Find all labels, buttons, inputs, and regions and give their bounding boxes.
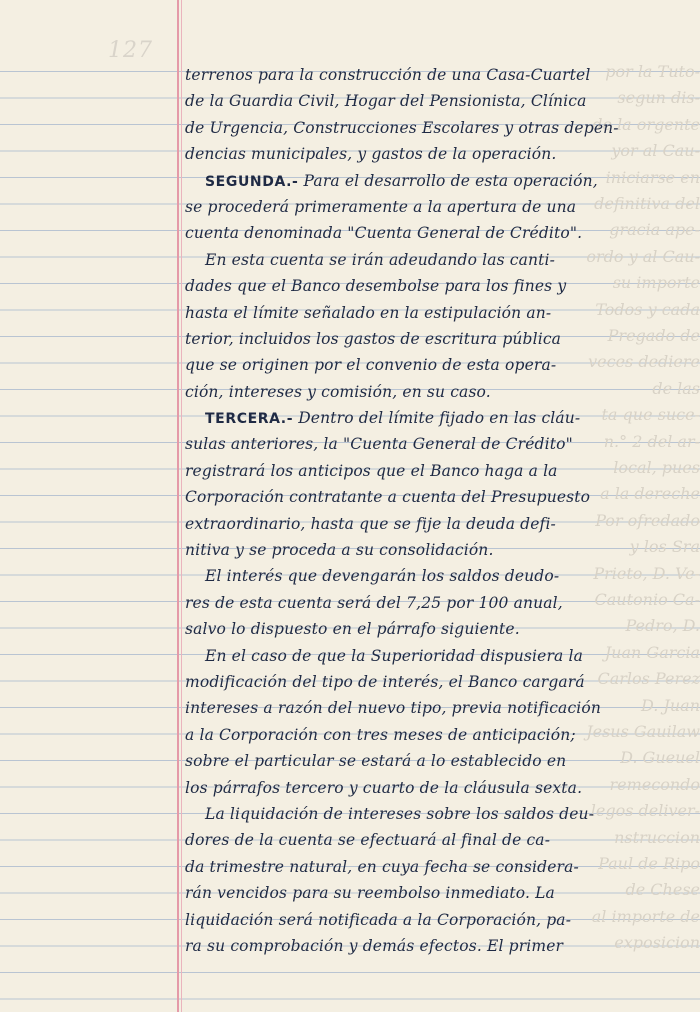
text-line: [185, 141, 693, 167]
text-line: [185, 616, 693, 642]
text-line: [185, 669, 693, 695]
line-text: sulas anteriores, la "Cuenta General de Crédito": [185, 435, 573, 454]
bleed-line: de las: [652, 378, 700, 398]
bleed-line: exposicion: [614, 933, 700, 953]
bleed-line: Paul de Ripo: [598, 854, 700, 873]
line-text: dencias municipales, y gastos de la operación.: [185, 145, 557, 164]
line-text: liquidación será notificada a la Corporación, pa-: [185, 910, 572, 929]
bleed-line: remecondo: [609, 774, 700, 794]
line-text: terrenos para la construcción de una Casa-Cuartel: [185, 66, 591, 84]
line-text: hasta el límite señalado en la estipulación an-: [185, 303, 552, 322]
bleed-line: ta que suce-: [601, 405, 700, 425]
bleed-line: D. Gueuel: [620, 748, 700, 768]
margin-rule-inner: [181, 0, 182, 1012]
bleed-line: Juan Garcia: [604, 642, 700, 662]
line-text: que se originen por el convenio de esta opera-: [185, 356, 557, 375]
line-text: cuenta denominada "Cuenta General de Crédito".: [185, 224, 583, 243]
text-line: [185, 775, 693, 801]
bleed-line: n.° 2 del ar-: [603, 431, 700, 451]
text-line: [185, 590, 693, 616]
line-text: terior, incluidos los gastos de escritura pública: [185, 329, 562, 348]
line-text: registrará los anticipos que el Banco haga a la: [185, 461, 558, 480]
text-line: [185, 88, 693, 114]
bleed-line: ordo y al Cau-: [586, 246, 700, 266]
text-line: [185, 854, 693, 880]
line-text: sobre el particular se estará a lo establecido en: [185, 752, 567, 771]
text-line: [185, 300, 693, 326]
text-line: [185, 563, 693, 589]
text-line: [185, 537, 693, 563]
text-line: [185, 880, 693, 906]
bleed-line: segun dis-: [617, 88, 700, 108]
line-text: se procederá primeramente a la apertura de una: [185, 197, 577, 216]
text-line: [185, 933, 693, 959]
bleed-line: iniciarse en: [605, 167, 700, 187]
bleed-line: Por ofredado: [595, 510, 700, 530]
line-text: da trimestre natural, en cuya fecha se considera-: [185, 857, 579, 876]
line-text: los párrafos tercero y cuarto de la cláusula sexta.: [185, 778, 583, 797]
bleed-line: Pregado de: [607, 326, 700, 345]
line-text: En el caso de que la Superioridad dispusiera la: [205, 646, 583, 665]
text-line: [185, 405, 693, 431]
text-line: [185, 907, 693, 933]
bleed-line: y los Sra: [629, 537, 700, 557]
bleed-line: al importe de: [591, 906, 700, 926]
text-line: [185, 511, 693, 537]
line-text: nitiva y se proceda a su consolidación.: [185, 541, 494, 560]
top-margin: [0, 0, 700, 46]
bleed-line: su importe: [612, 273, 700, 293]
text-line: [185, 827, 693, 853]
bleed-line: gracia ape-: [609, 220, 700, 240]
text-line: [185, 801, 693, 827]
line-text: Dentro del límite fijado en las cláu-: [293, 409, 581, 428]
bleed-line: Pedro, D.: [625, 616, 700, 636]
bleed-line: Jesus Gauilaw: [586, 722, 700, 741]
bleed-line: de Chese: [625, 880, 700, 900]
line-text: En esta cuenta se irán adeudando las canti-: [205, 250, 556, 269]
bleed-line: yor al Cau-: [611, 141, 700, 161]
bleed-line: nstruccion: [614, 827, 700, 847]
text-line: [185, 62, 693, 88]
text-line: [185, 431, 693, 457]
text-line: [185, 352, 693, 378]
text-line: [185, 748, 693, 774]
line-text: dades que el Banco desembolse para los fines y: [185, 277, 567, 296]
line-text: ra su comprobación y demás efectos. El primer: [185, 936, 564, 955]
bleed-line: veces dediere: [588, 352, 700, 372]
clause-heading: TERCERA.-: [205, 411, 294, 428]
line-text: Corporación contratante a cuenta del Presupuesto: [185, 488, 591, 507]
line-text: Para el desarrollo de esta operación,: [298, 171, 598, 190]
line-text: res de esta cuenta será del 7,25 por 100 anual,: [185, 593, 563, 612]
line-text: salvo lo dispuesto en el párrafo siguiente.: [185, 620, 520, 639]
line-text: ción, intereses y comisión, en su caso.: [185, 382, 491, 401]
page-number: 127: [108, 38, 153, 63]
text-line: [185, 194, 693, 220]
text-line: [185, 115, 693, 141]
line-text: dores de la cuenta se efectuará al final de ca-: [185, 831, 551, 850]
text-line: [185, 484, 693, 510]
text-line: [185, 643, 693, 669]
bleed-line: local, pues: [613, 458, 700, 477]
text-line: [185, 379, 693, 405]
bleed-line: legos deliver-: [590, 801, 700, 821]
text-line: [185, 722, 693, 748]
text-line: [185, 247, 693, 273]
text-line: [185, 168, 693, 194]
line-text: de la Guardia Civil, Hogar del Pensionista, Clínica: [185, 92, 587, 111]
handwritten-text: [185, 62, 693, 959]
bleed-line: definitiva del: [594, 194, 700, 213]
margin-rule: [177, 0, 179, 1012]
bleed-line: de la orgente: [592, 114, 700, 134]
text-line: [185, 458, 693, 484]
bleed-line: Cautonio Ca-: [594, 590, 700, 609]
line-text: rán vencidos para su reembolso inmediato. La: [185, 884, 555, 903]
bleed-line: D. Juan: [641, 695, 700, 715]
bleed-line: a la dereche: [600, 484, 700, 504]
line-text: La liquidación de intereses sobre los saldos deu-: [205, 804, 595, 823]
line-text: intereses a razón del nuevo tipo, previa notificación: [185, 699, 601, 718]
text-line: [185, 273, 693, 299]
text-line: [185, 220, 693, 246]
text-line: [185, 695, 693, 721]
bleed-line: por la Tuto-: [605, 62, 700, 81]
line-text: modificación del tipo de interés, el Banco cargará: [185, 672, 585, 691]
text-line: [185, 326, 693, 352]
bleed-line: Prieto, D. Ve-: [593, 563, 700, 583]
bleed-line: Todos y cada: [595, 299, 700, 319]
clause-heading: SEGUNDA.-: [205, 173, 299, 190]
line-text: a la Corporación con tres meses de anticipación;: [185, 725, 576, 744]
line-text: de Urgencia, Construcciones Escolares y otras depen-: [185, 118, 619, 137]
line-text: extraordinario, hasta que se fije la deuda defi-: [185, 514, 556, 533]
line-text: El interés que devengarán los saldos deudo-: [205, 567, 560, 586]
bleed-line: Carlos Perez: [597, 669, 700, 689]
